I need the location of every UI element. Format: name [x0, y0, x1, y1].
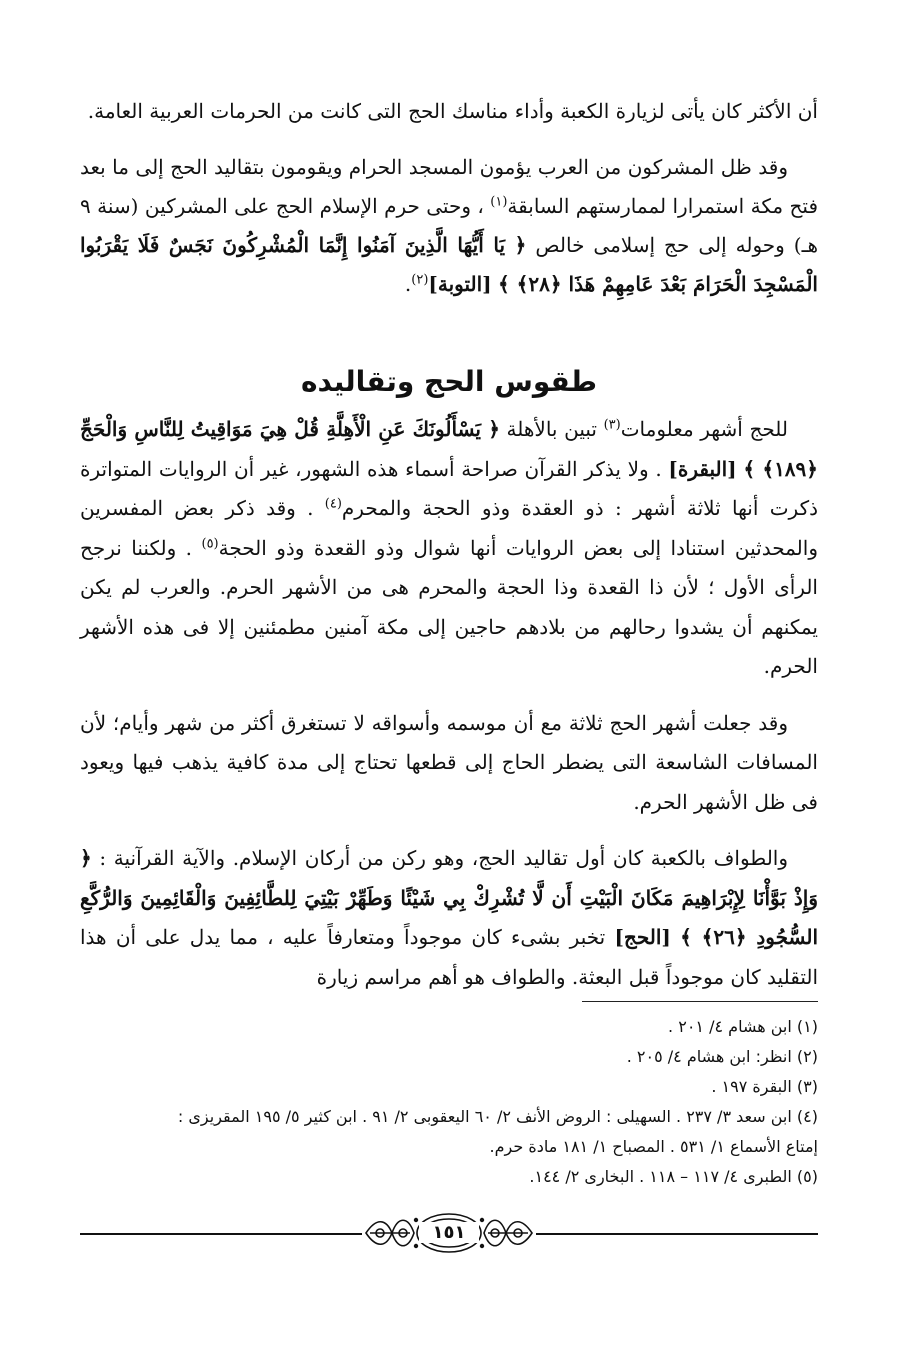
paragraph-3-text-after3: . ولكننا نرجح الرأى الأول ؛ لأن ذا القعدة وذا الحجة والمحرم هى من الأشهر الحرم. والعرب لم يكن يمكنهم أن يشدوا رحالهم من بلادهم حاجين إلى مكة آمنين مطمئنين إلا فى هذه الأشهر الحرم.	[80, 535, 818, 678]
quran-verse-tawba: ﴿ يَا أَيُّهَا الَّذِينَ آمَنُوا إِنَّمَا الْمُشْرِكُونَ نَجَسٌ فَلَا يَقْرَبُوا الْمَسْجِدَ الْحَرَامَ بَعْدَ عَامِهِمْ هَذَا ﴿٢٨﴾ ﴾	[80, 233, 818, 296]
paragraph-2-text-before: وقد ظل المشركون من العرب يؤمون المسجد الحرام ويقومون بتقاليد الحج إلى ما بعد فتح مكة استمرارا لممارستهم السابقة	[80, 155, 819, 218]
footnote-ref-4[interactable]: (٤)	[324, 496, 342, 512]
footnote-2: (٢) انظر: ابن هشام ٤/ ٢٠٥ .	[626, 1047, 818, 1066]
quran-verse-baqara: ﴿ يَسْأَلُونَكَ عَنِ الْأَهِلَّةِ قُلْ هِيَ مَوَاقِيتُ لِلنَّاسِ وَالْحَجِّ ﴿١٨٩﴾ ﴾	[80, 417, 819, 481]
footnote-4-continued: إمتاع الأسماع ١/ ٥٣١ . المصباح ١/ ١٨١ مادة حرم.	[489, 1137, 818, 1156]
footnote-ref-3[interactable]: (٣)	[603, 417, 621, 433]
paragraph-2	[80, 148, 818, 304]
paragraph-2-text-mid: ، وحتى حرم الإسلام الحج على المشركين (سنة ٩ هـ) وحوله إلى حج إسلامى خالص	[80, 194, 819, 257]
paragraph-3-text-before: للحج أشهر معلومات	[620, 417, 788, 441]
paragraph-2-end: .	[404, 272, 412, 296]
paragraph-3-text-after2: . وقد ذكر بعض المفسرين والمحدثين استنادا إلى بعض الروايات أنها شوال وذو القعدة وذو الحجة	[80, 496, 818, 560]
paragraph-1	[80, 92, 818, 131]
footnote-4: (٤) ابن سعد ٣/ ٢٣٧ . السهيلى : الروض الأنف ٢/ ٦٠ اليعقوبى ٢/ ٩١ . ابن كثير ٥/ ١٩٥ المقريزى :	[177, 1107, 818, 1126]
paragraph-3-text-mid: تبين بالأهلة	[506, 417, 597, 441]
paragraph-4	[80, 704, 818, 823]
footnote-ref-5[interactable]: (٥)	[201, 535, 219, 551]
body-bottom	[80, 410, 818, 1014]
paragraph-5	[80, 839, 818, 997]
paragraph-1-text: أن الأكثر كان يأتى لزيارة الكعبة وأداء مناسك الحج التى كانت من الحرمات العربية العامة.	[87, 99, 818, 123]
footnote-5: (٥) الطبرى ٤/ ١١٧ – ١١٨ . البخارى ٢/ ١٤٤.	[529, 1167, 818, 1186]
paragraph-5-text-before: والطواف بالكعبة كان أول تقاليد الحج، وهو ركن من أركان الإسلام. والآية القرآنية :	[99, 846, 788, 870]
surah-name-baqara: [البقرة]	[668, 456, 737, 481]
footnote-1: (١) ابن هشام ٤/ ٢٠١ .	[668, 1017, 818, 1036]
footnote-3: (٣) البقرة ١٩٧ .	[711, 1077, 818, 1096]
surah-name-tawba: [التوبة]	[428, 272, 492, 296]
footnote-ref-1[interactable]: (١)	[490, 194, 508, 210]
paragraph-4-text: وقد جعلت أشهر الحج ثلاثة مع أن موسمه وأسواقه لا تستغرق أكثر من شهر وأيام؛ لأن المسافات الشاسعة التى يضطر الحاج إلى قطعها تحتاج إلى مدة كافية يذهب فيها ويعود فى ظل الأشهر الحرم.	[80, 710, 818, 814]
section-heading: طقوس الحج وتقاليده	[301, 365, 597, 398]
footnote-ref-2[interactable]: (٢)	[411, 272, 429, 288]
paragraph-3-text-after: . ولا يذكر القرآن صراحة أسماء هذه الشهور، غير أن الروايات المتواترة ذكرت أنها ثلاثة أشهر : ذو العقدة وذو الحجة والمحرم	[80, 456, 818, 520]
footnotes	[80, 1012, 818, 1192]
paragraph-3	[80, 410, 818, 687]
body-top	[80, 92, 818, 321]
surah-name-hajj: [الحج]	[614, 925, 671, 949]
footnote-divider	[582, 1001, 818, 1002]
page-number: ١٥١	[419, 1222, 479, 1243]
quran-verse-hajj: ﴿ وَإِذْ بَوَّأْنَا لِإِبْرَاهِيمَ مَكَانَ الْبَيْتِ أَن لَّا تُشْرِكْ بِي شَيْئًا وَطَهِّرْ بَيْتِيَ لِلطَّائِفِينَ وَالْقَائِمِينَ وَالرُّكَّعِ السُّجُودِ ﴿٢٦﴾ ﴾	[80, 846, 819, 949]
paragraph-5-text-after: تخبر بشىء كان موجوداً ومتعارفاً عليه ، مما يدل على أن هذا التقليد كان موجوداً قبل البعثة. والطواف هو أهم مراسم زيارة	[80, 925, 818, 989]
